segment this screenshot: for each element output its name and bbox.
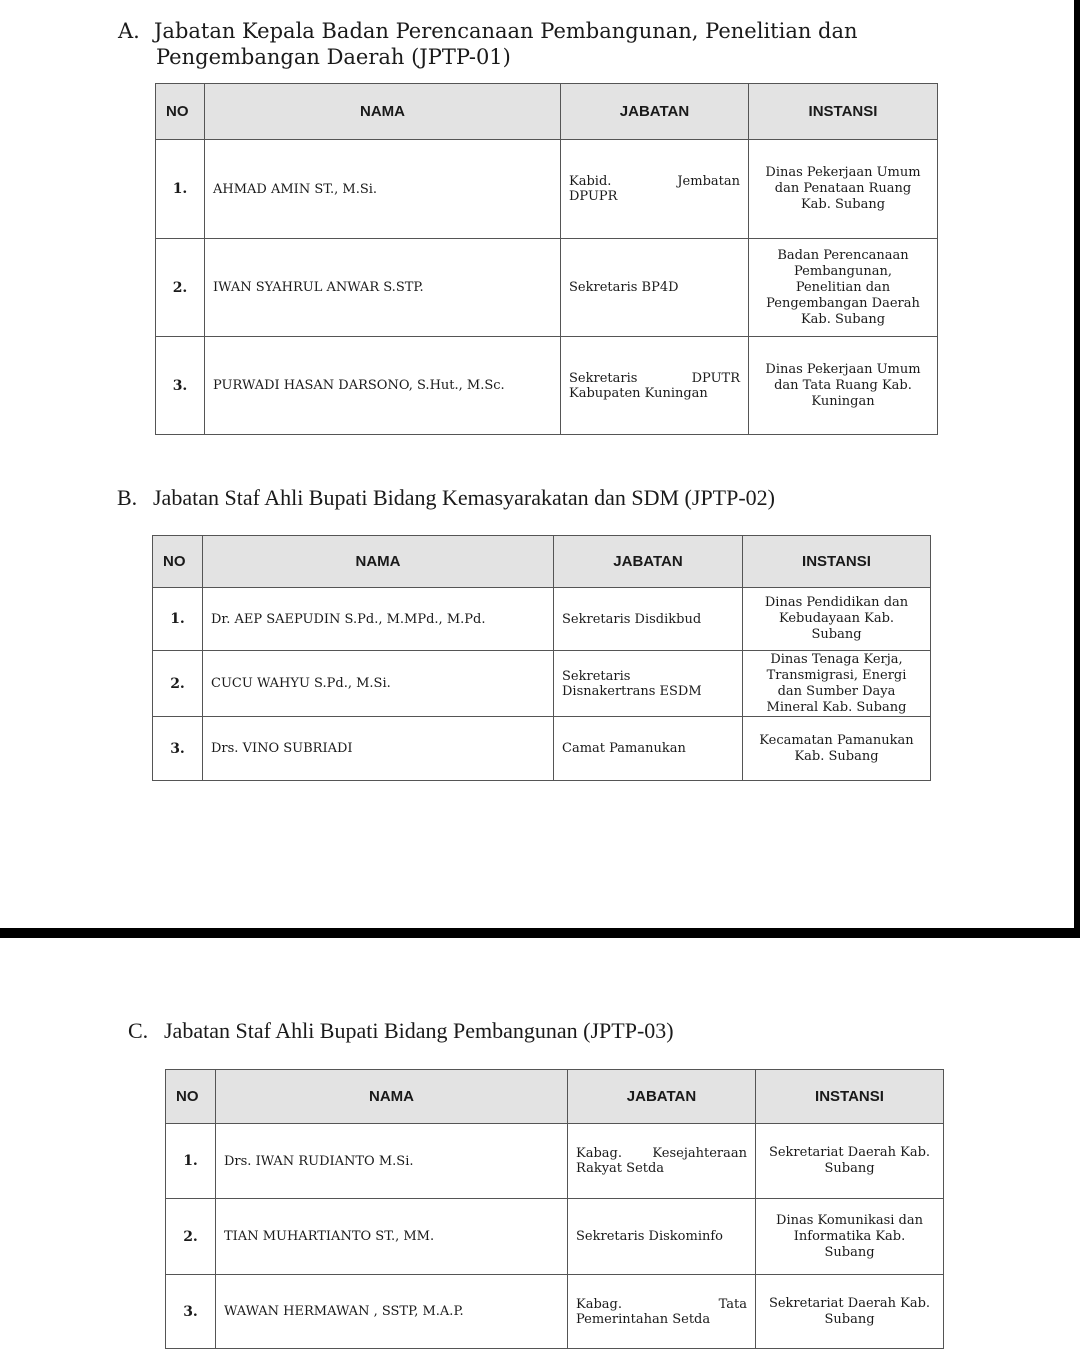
- header-jabatan: JABATAN: [554, 536, 743, 588]
- jabatan-line: Rakyat Setda: [576, 1161, 665, 1176]
- instansi-line: Dinas Pekerjaan Umum: [765, 165, 921, 180]
- instansi-line: Pengembangan Daerah: [766, 295, 920, 311]
- row-jabatan: [561, 239, 749, 337]
- row-jabatan: [554, 651, 743, 717]
- row-instansi: [743, 717, 931, 781]
- instansi-line: dan Sumber Daya: [777, 683, 896, 699]
- jabatan-line: Sekretaris BP4D: [569, 280, 679, 295]
- jabatan-line: Kabag. Kesejahteraan: [576, 1146, 747, 1161]
- row-nama: PURWADI HASAN DARSONO, S.Hut., M.Sc.: [205, 337, 561, 435]
- row-jabatan: [568, 1275, 756, 1349]
- header-no: NO: [153, 536, 203, 588]
- row-number: 3.: [153, 717, 203, 781]
- section-title-line2: Pengembangan Daerah (JPTP-01): [156, 45, 511, 69]
- row-instansi: [756, 1124, 944, 1199]
- header-instansi: INSTANSI: [749, 84, 938, 140]
- section-a-heading: [118, 18, 942, 70]
- row-instansi: [749, 337, 938, 435]
- instansi-line: dan Tata Ruang Kab.: [774, 377, 912, 393]
- header-nama: NAMA: [203, 536, 554, 588]
- jptp-03-table: [165, 1069, 944, 1349]
- row-nama: WAWAN HERMAWAN , SSTP, M.A.P.: [216, 1275, 568, 1349]
- row-nama: TIAN MUHARTIANTO ST., MM.: [216, 1199, 568, 1275]
- jabatan-line: Sekretaris DPUTR: [569, 370, 740, 386]
- row-jabatan: [554, 717, 743, 781]
- table-row: [166, 1275, 944, 1349]
- instansi-line: Sekretariat Daerah Kab.: [768, 1145, 931, 1160]
- row-number: 1.: [153, 588, 203, 651]
- row-nama: IWAN SYAHRUL ANWAR S.STP.: [205, 239, 561, 337]
- row-instansi: [743, 588, 931, 651]
- instansi-line: Penelitian dan: [795, 279, 891, 295]
- instansi-line: Subang: [811, 627, 862, 642]
- jabatan-line: Kabid. Jembatan: [569, 174, 740, 189]
- row-instansi: [756, 1199, 944, 1275]
- table-row: [153, 588, 931, 651]
- instansi-line: Subang: [824, 1161, 875, 1176]
- table-row: [156, 140, 938, 239]
- row-instansi: [749, 140, 938, 239]
- section-title-line1: Jabatan Kepala Badan Perencanaan Pembangunan, Penelitian dan: [154, 19, 858, 43]
- instansi-line: Subang: [824, 1311, 875, 1327]
- instansi-line: dan Penataan Ruang: [774, 181, 912, 196]
- row-number: 2.: [156, 239, 205, 337]
- row-instansi: [743, 651, 931, 717]
- instansi-line: Dinas Pekerjaan Umum: [765, 361, 921, 377]
- row-nama: Drs. IWAN RUDIANTO M.Si.: [216, 1124, 568, 1199]
- row-jabatan: [561, 337, 749, 435]
- header-jabatan: JABATAN: [561, 84, 749, 140]
- table-row: [153, 717, 931, 781]
- row-number: 3.: [156, 337, 205, 435]
- scan-edge: [1074, 0, 1080, 928]
- instansi-line: Kab. Subang: [794, 748, 879, 764]
- row-instansi: [756, 1275, 944, 1349]
- header-jabatan: JABATAN: [568, 1070, 756, 1124]
- row-number: 1.: [166, 1124, 216, 1199]
- section-title-line1: Jabatan Staf Ahli Bupati Bidang Kemasyarakatan dan SDM (JPTP-02): [153, 485, 776, 510]
- section-letter: A.: [118, 19, 140, 43]
- instansi-line: Kab. Subang: [800, 311, 886, 327]
- row-instansi: [749, 239, 938, 337]
- jabatan-line: Kabupaten Kuningan: [569, 385, 708, 401]
- header-no: NO: [166, 1070, 216, 1124]
- table-row: [153, 651, 931, 717]
- header-instansi: INSTANSI: [743, 536, 931, 588]
- jptp-02-table: [152, 535, 931, 781]
- row-jabatan: [568, 1124, 756, 1199]
- instansi-line: Subang: [824, 1244, 875, 1260]
- header-nama: NAMA: [216, 1070, 568, 1124]
- instansi-line: Dinas Tenaga Kerja,: [770, 651, 903, 667]
- section-letter: B.: [117, 485, 138, 510]
- jabatan-line: Sekretaris Disdikbud: [562, 611, 702, 627]
- jptp-01-table: [155, 83, 938, 435]
- row-nama: CUCU WAHYU S.Pd., M.Si.: [203, 651, 554, 717]
- row-number: 1.: [156, 140, 205, 239]
- section-letter: C.: [128, 1018, 149, 1043]
- table-header-row: [153, 536, 931, 588]
- section-title-line1: Jabatan Staf Ahli Bupati Bidang Pembangunan (JPTP-03): [164, 1018, 674, 1043]
- jabatan-line: Disnakertrans ESDM: [562, 683, 702, 699]
- table-row: [166, 1199, 944, 1275]
- jabatan-line: DPUPR: [569, 189, 618, 204]
- table-row: [156, 239, 938, 337]
- row-jabatan: [561, 140, 749, 239]
- header-instansi: INSTANSI: [756, 1070, 944, 1124]
- table-row: [156, 337, 938, 435]
- row-nama: AHMAD AMIN ST., M.Si.: [205, 140, 561, 239]
- row-nama: Dr. AEP SAEPUDIN S.Pd., M.MPd., M.Pd.: [203, 588, 554, 651]
- table-header-row: [166, 1070, 944, 1124]
- jabatan-line: Camat Pamanukan: [562, 741, 686, 756]
- page-divider: [0, 928, 1080, 938]
- row-number: 2.: [166, 1199, 216, 1275]
- row-number: 3.: [166, 1275, 216, 1349]
- row-nama: Drs. VINO SUBRIADI: [203, 717, 554, 781]
- row-number: 2.: [153, 651, 203, 717]
- instansi-line: Kecamatan Pamanukan: [759, 732, 914, 748]
- jabatan-line: Pemerintahan Setda: [576, 1311, 711, 1327]
- jabatan-line: Sekretaris Diskominfo: [576, 1229, 723, 1244]
- section-b-heading: [117, 485, 897, 511]
- instansi-line: Kuningan: [811, 393, 875, 409]
- instansi-line: Mineral Kab. Subang: [766, 699, 907, 715]
- instansi-line: Badan Perencanaan: [777, 247, 909, 263]
- instansi-line: Dinas Pendidikan dan: [764, 595, 909, 610]
- section-c-heading: [128, 1018, 908, 1044]
- instansi-line: Sekretariat Daerah Kab.: [768, 1295, 931, 1311]
- header-nama: NAMA: [205, 84, 561, 140]
- jabatan-line: Kabag. Tata: [576, 1296, 747, 1312]
- table-header-row: [156, 84, 938, 140]
- instansi-line: Transmigrasi, Energi: [766, 667, 907, 683]
- table-row: [166, 1124, 944, 1199]
- instansi-line: Kab. Subang: [800, 197, 886, 212]
- instansi-line: Pembangunan,: [794, 263, 892, 279]
- row-jabatan: [568, 1199, 756, 1275]
- instansi-line: Informatika Kab.: [793, 1228, 906, 1244]
- row-jabatan: [554, 588, 743, 651]
- instansi-line: Kebudayaan Kab.: [778, 611, 895, 626]
- header-no: NO: [156, 84, 205, 140]
- instansi-line: Dinas Komunikasi dan: [776, 1212, 923, 1228]
- jabatan-line: Sekretaris: [562, 668, 631, 684]
